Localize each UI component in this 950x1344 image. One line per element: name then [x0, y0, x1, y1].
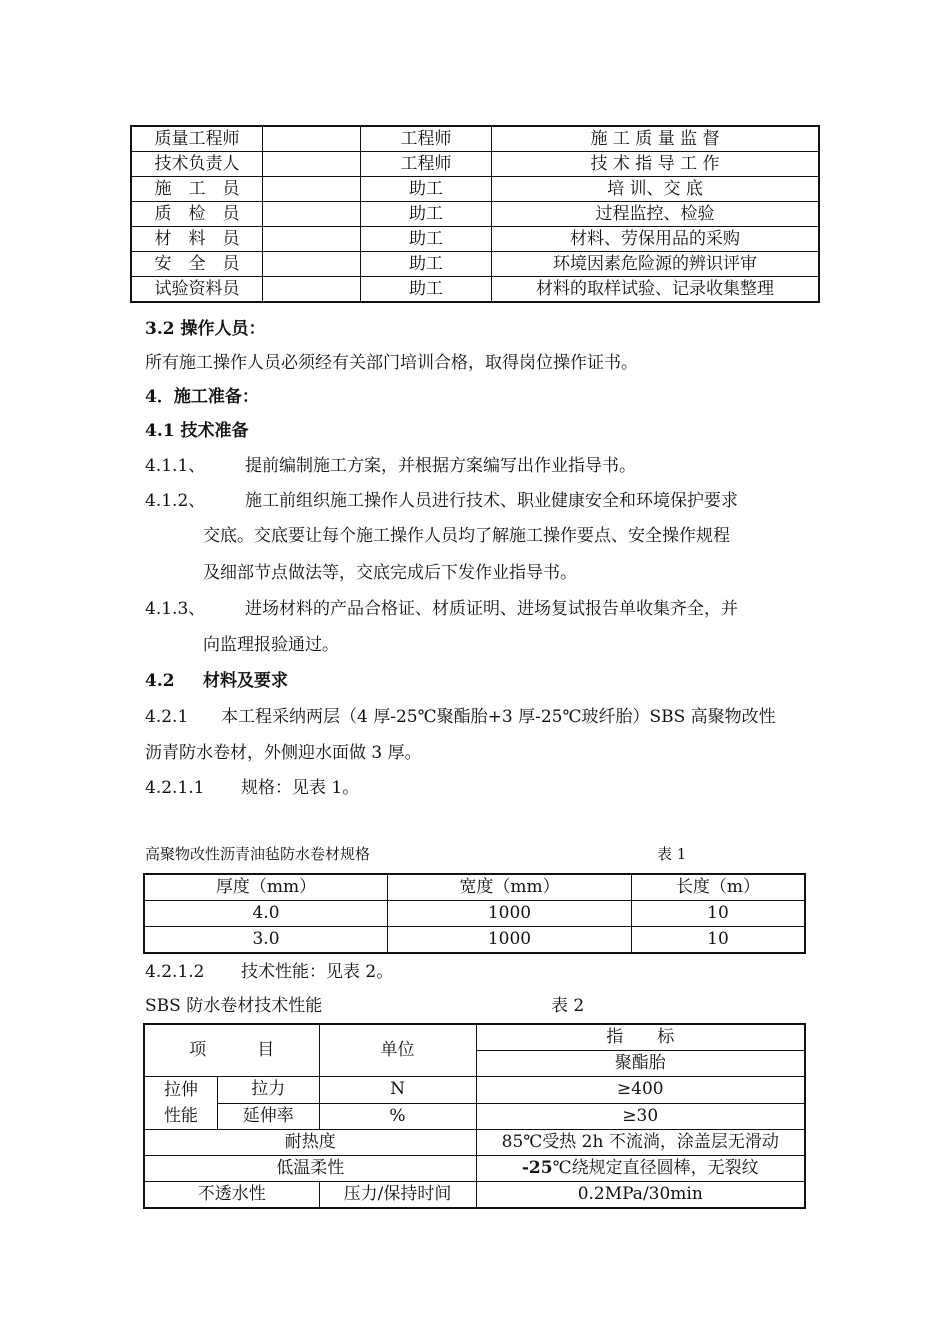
- column-header: 长度（m）: [632, 874, 806, 901]
- duty-cell: 材料、劳保用品的采购: [492, 227, 820, 252]
- performance-table: [143, 1023, 806, 1209]
- item-4-1-3-cont: 向监理报验通过。: [203, 635, 339, 655]
- unit-cell: %: [319, 1103, 476, 1130]
- group-cell: [144, 1077, 218, 1130]
- unit-cell: 压力/保持时间: [319, 1182, 476, 1209]
- role-cell: 质 检 员: [131, 202, 263, 227]
- table-row: [131, 252, 819, 277]
- unit-cell: N: [319, 1077, 476, 1104]
- paragraph-4-2-1: [145, 702, 776, 727]
- item-cell: 耐热度: [144, 1130, 476, 1156]
- duty-cell: 环境因素危险源的辨识评审: [492, 252, 820, 277]
- paragraph-4-2-1-1: [145, 773, 359, 798]
- name-cell: [263, 227, 361, 252]
- table-2-caption: SBS 防水卷材技术性能: [145, 996, 323, 1016]
- title-cell: 助工: [361, 252, 492, 277]
- table-header-row: [144, 874, 805, 901]
- role-cell: 材 料 员: [131, 227, 263, 252]
- staff-table: [130, 125, 820, 303]
- paragraph-number: 4.2.1: [145, 707, 189, 727]
- table-cell: 1000: [388, 901, 632, 927]
- item-4-1-1: [145, 451, 636, 476]
- table-2-label: 表 2: [551, 996, 585, 1016]
- table-cell: 1000: [388, 927, 632, 954]
- paragraph-number: 4.2.1.1: [145, 778, 205, 798]
- item-text: 施工前组织施工操作人员进行技术、职业健康安全和环境保护要求: [245, 491, 738, 511]
- column-header-unit: 单位: [319, 1024, 476, 1077]
- item-cell: 不透水性: [144, 1182, 319, 1209]
- table-cell: 4.0: [144, 901, 388, 927]
- value-cell: 85℃受热 2h 不流淌，涂盖层无滑动: [476, 1130, 805, 1156]
- title-cell: 助工: [361, 177, 492, 202]
- item-4-1-2-cont: 及细部节点做法等，交底完成后下发作业指导书。: [203, 563, 577, 583]
- item-cell: 低温柔性: [144, 1156, 476, 1182]
- heading-4-1: 4.1 技术准备: [145, 421, 249, 441]
- title-cell: 工程师: [361, 126, 492, 152]
- heading-4: 4．施工准备：: [145, 387, 259, 407]
- duty-cell: 过程监控、检验: [492, 202, 820, 227]
- name-cell: [263, 277, 361, 303]
- item-text: 进场材料的产品合格证、材质证明、进场复试报告单收集齐全，并: [245, 599, 738, 619]
- title-cell: 助工: [361, 277, 492, 303]
- duty-cell: 材料的取样试验、记录收集整理: [492, 277, 820, 303]
- paragraph-3-2: 所有施工操作人员必须经有关部门培训合格，取得岗位操作证书。: [145, 353, 638, 373]
- heading-4-2: [145, 666, 288, 691]
- item-cell: 延伸率: [218, 1103, 320, 1130]
- table-row: [131, 227, 819, 252]
- column-header: 宽度（mm）: [388, 874, 632, 901]
- paragraph-4-2-1-cont: 沥青防水卷材，外侧迎水面做 3 厚。: [145, 743, 422, 763]
- paragraph-text: 规格：见表 1。: [241, 778, 360, 798]
- paragraph-number: 4.2.1.2: [145, 962, 205, 982]
- value-cell: ≥30: [476, 1103, 805, 1130]
- role-cell: 技术负责人: [131, 152, 263, 177]
- table-row: [144, 1156, 805, 1182]
- name-cell: [263, 177, 361, 202]
- name-cell: [263, 152, 361, 177]
- item-4-1-2-cont: 交底。交底要让每个施工操作人员均了解施工操作要点、安全操作规程: [203, 526, 730, 546]
- table-row: [144, 901, 805, 927]
- table-cell: 3.0: [144, 927, 388, 954]
- item-number: 4.1.2、: [145, 491, 206, 511]
- column-header-item: 项 目: [144, 1024, 319, 1077]
- column-header-index: 指 标: [476, 1024, 805, 1051]
- table-row: [144, 927, 805, 954]
- role-cell: 施 工 员: [131, 177, 263, 202]
- value-rest: ℃绕规定直径圆棒，无裂纹: [552, 1158, 759, 1178]
- table-1-caption: 高聚物改性沥青油毡防水卷材规格: [145, 845, 371, 863]
- heading-3-2: 3.2 操作人员：: [145, 319, 266, 339]
- heading-number: 4.2: [145, 671, 175, 691]
- title-cell: 工程师: [361, 152, 492, 177]
- group-label-line: 拉伸: [164, 1080, 198, 1100]
- table-row: [144, 1103, 805, 1130]
- table-1-label: 表 1: [657, 845, 687, 863]
- role-cell: 安 全 员: [131, 252, 263, 277]
- table-cell: 10: [632, 927, 806, 954]
- table-header-row: [144, 1024, 805, 1051]
- duty-cell: 施 工 质 量 监 督: [492, 126, 820, 152]
- title-cell: 助工: [361, 227, 492, 252]
- duty-cell: 培 训、交 底: [492, 177, 820, 202]
- item-text: 提前编制施工方案，并根据方案编写出作业指导书。: [245, 456, 636, 476]
- heading-text: 材料及要求: [203, 671, 288, 691]
- role-cell: 试验资料员: [131, 277, 263, 303]
- table-row: [131, 277, 819, 303]
- value-cell: ≥400: [476, 1077, 805, 1104]
- table-row: [144, 1130, 805, 1156]
- name-cell: [263, 252, 361, 277]
- table-row: [131, 177, 819, 202]
- table-row: [144, 1182, 805, 1209]
- value-bold-part: -25: [521, 1158, 553, 1178]
- item-4-1-2: [145, 486, 738, 511]
- group-label-line: 性能: [164, 1106, 198, 1126]
- table-row: [144, 1077, 805, 1104]
- paragraph-text: 技术性能：见表 2。: [241, 962, 394, 982]
- item-4-1-3: [145, 594, 738, 619]
- table-row: [131, 126, 819, 152]
- title-cell: 助工: [361, 202, 492, 227]
- item-cell: 拉力: [218, 1077, 320, 1104]
- column-subheader: 聚酯胎: [476, 1051, 805, 1077]
- column-header: 厚度（mm）: [144, 874, 388, 901]
- table-cell: 10: [632, 901, 806, 927]
- spec-table: [143, 873, 806, 954]
- table-row: [131, 202, 819, 227]
- paragraph-4-2-1-2: [145, 957, 393, 982]
- item-number: 4.1.3、: [145, 599, 206, 619]
- name-cell: [263, 126, 361, 152]
- value-cell: 0.2MPa/30min: [476, 1182, 805, 1209]
- table-row: [131, 152, 819, 177]
- value-cell: [476, 1156, 805, 1182]
- role-cell: 质量工程师: [131, 126, 263, 152]
- paragraph-text: 本工程采纳两层（4 厚-25℃聚酯胎+3 厚-25℃玻纤胎）SBS 高聚物改性: [221, 707, 776, 727]
- item-number: 4.1.1、: [145, 456, 206, 476]
- duty-cell: 技 术 指 导 工 作: [492, 152, 820, 177]
- name-cell: [263, 202, 361, 227]
